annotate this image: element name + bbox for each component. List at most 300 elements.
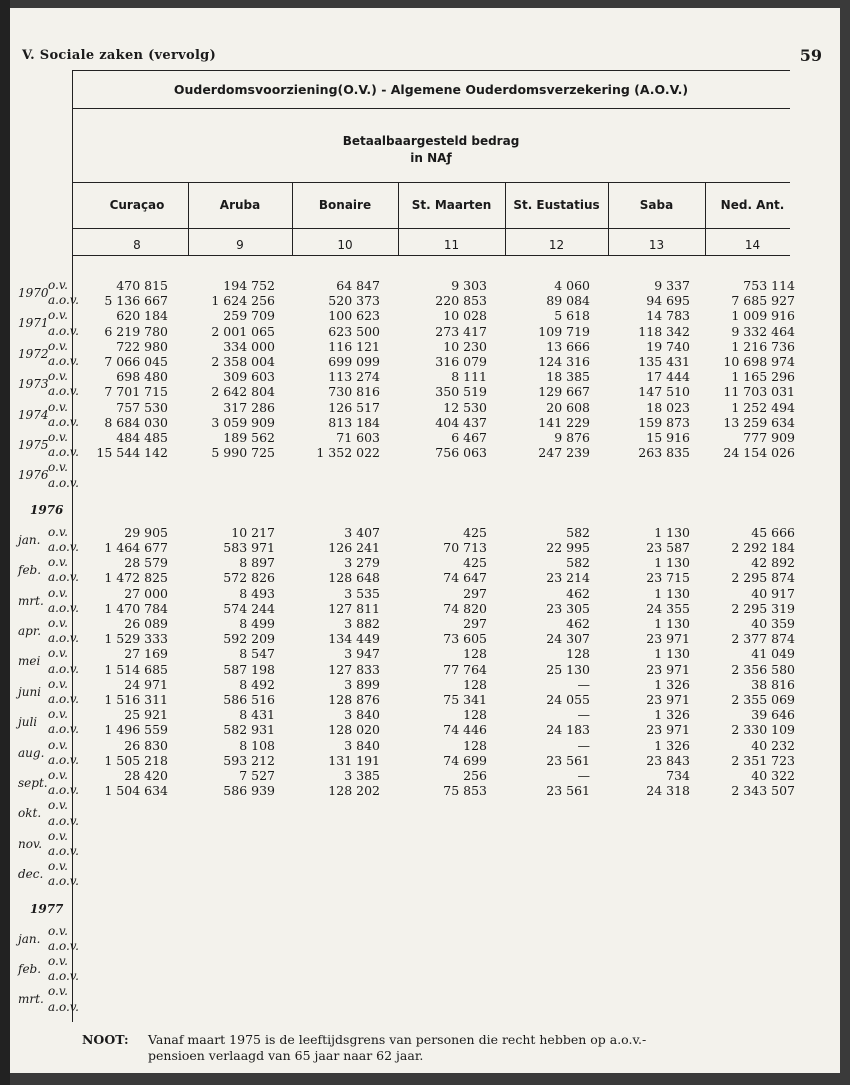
table-cell: 7 685 927 <box>731 293 795 309</box>
table-cell: 1 514 685 <box>104 661 168 677</box>
table-cell: 484 485 <box>116 430 168 445</box>
table-cell: 25 921 <box>124 707 168 723</box>
table-cell: 24 055 <box>546 692 590 707</box>
table-cell: 1 130 <box>654 646 690 662</box>
table-cell: 2 295 319 <box>731 600 795 616</box>
table-cell: 1 130 <box>654 616 690 631</box>
table-cell: 129 667 <box>538 384 590 400</box>
table-cell: 124 316 <box>538 354 590 369</box>
table-cell: 128 202 <box>328 783 380 799</box>
table-cell: 135 431 <box>638 354 690 369</box>
row-sublabel-aov: a.o.v. <box>48 293 79 308</box>
row-sublabel-aov: a.o.v. <box>48 323 79 338</box>
table-cell: 734 <box>666 768 690 783</box>
table-cell: 699 099 <box>328 354 380 369</box>
row-label: nov. <box>18 836 43 851</box>
table-cell: 2 295 874 <box>731 570 795 586</box>
row-label: mrt. <box>18 992 44 1007</box>
table-cell: 42 892 <box>751 555 795 571</box>
row-label: 1973 <box>18 377 49 392</box>
table-cell: — <box>577 676 590 692</box>
table-cell: 128 <box>463 676 487 692</box>
row-sublabel-ov: o.v. <box>48 859 68 874</box>
table-cell: 1 516 311 <box>104 692 168 707</box>
table-cell: 730 816 <box>328 384 380 400</box>
row-label: jan. <box>18 532 41 547</box>
table-cell: 4 060 <box>554 278 590 293</box>
table-cell: 18 023 <box>646 399 690 415</box>
table-cell: 7 527 <box>239 768 275 783</box>
table-cell: 24 355 <box>646 600 690 616</box>
row-label: aug. <box>18 745 45 760</box>
row-sublabel-ov: o.v. <box>48 923 68 938</box>
table-cell: 3 059 909 <box>211 414 275 430</box>
column-header: Saba <box>639 198 674 212</box>
row-sublabel-aov: a.o.v. <box>48 354 79 368</box>
table-cell: 1 252 494 <box>731 399 795 415</box>
table-cell: 3 840 <box>344 707 380 723</box>
table-cell: 256 <box>463 768 487 783</box>
row-sublabel-ov: o.v. <box>48 798 68 813</box>
table-cell: 2 358 004 <box>211 354 275 369</box>
table-cell: 813 184 <box>328 414 380 430</box>
column-number: 13 <box>648 238 665 252</box>
column-header: Ned. Ant. <box>720 198 785 212</box>
table-cell: 9 876 <box>554 430 590 445</box>
table-cell: 40 232 <box>751 737 795 753</box>
table-cell: 3 407 <box>344 524 380 540</box>
table-cell: 2 343 507 <box>731 783 795 799</box>
row-sublabel-aov: a.o.v. <box>48 722 79 737</box>
table-cell: 74 446 <box>443 722 487 738</box>
table-cell: 334 000 <box>223 338 275 354</box>
column-header: Aruba <box>219 198 261 212</box>
column-header: St. Eustatius <box>513 198 600 212</box>
table-cell: 2 355 069 <box>731 692 795 707</box>
row-sublabel-aov: a.o.v. <box>48 570 79 585</box>
row-label: 1976 <box>18 468 49 483</box>
section-title: V. Sociale zaken (vervolg) <box>22 48 217 63</box>
table-cell: 128 <box>463 646 487 662</box>
table-cell: 13 666 <box>546 338 590 354</box>
row-sublabel-ov: o.v. <box>48 555 68 570</box>
table-cell: 8 499 <box>239 616 275 631</box>
section-year-1977: 1977 <box>30 901 64 916</box>
row-label: juli <box>18 715 38 730</box>
table-cell: 462 <box>566 616 590 631</box>
table-cell: 2 356 580 <box>731 661 795 677</box>
row-sublabel-ov: o.v. <box>48 308 68 323</box>
row-label: 1971 <box>18 316 49 331</box>
table-cell: 128 020 <box>328 722 380 738</box>
table-cell: 109 719 <box>538 323 590 339</box>
table-cell: 317 286 <box>223 399 275 415</box>
table-cell: 1 624 256 <box>211 293 275 309</box>
table-cell: 2 642 804 <box>211 384 275 400</box>
table-cell: 116 121 <box>328 338 380 354</box>
rule-colnum <box>72 255 790 256</box>
table-cell: 462 <box>566 585 590 601</box>
table-cell: 592 209 <box>223 631 275 647</box>
row-sublabel-aov: a.o.v. <box>48 938 79 953</box>
row-label: sept. <box>18 776 48 790</box>
table-cell: 3 899 <box>344 676 380 692</box>
table-cell: 5 618 <box>554 308 590 324</box>
table-cell: 8 684 030 <box>104 414 168 430</box>
table-cell: 75 341 <box>443 692 487 707</box>
table-cell: 9 303 <box>451 278 487 293</box>
rule-top <box>72 70 790 71</box>
row-sublabel-ov: o.v. <box>48 646 68 661</box>
table-cell: 263 835 <box>638 445 690 461</box>
row-label: mei <box>18 654 41 669</box>
row-sublabel-aov: a.o.v. <box>48 813 79 828</box>
row-sublabel-ov: o.v. <box>48 460 68 475</box>
table-cell: 27 169 <box>124 646 168 662</box>
row-sublabel-aov: a.o.v. <box>48 540 79 554</box>
table-cell: 126 517 <box>328 399 380 415</box>
table-cell: 297 <box>463 616 487 631</box>
table-cell: 247 239 <box>538 445 590 461</box>
row-sublabel-ov: o.v. <box>48 278 68 292</box>
table-cell: 6 219 780 <box>104 323 168 339</box>
table-cell: 582 <box>566 555 590 571</box>
subtitle-line2: in NAƒ <box>410 151 452 165</box>
table-cell: — <box>577 707 590 723</box>
table-cell: 159 873 <box>638 414 690 430</box>
row-sublabel-ov: o.v. <box>48 338 68 353</box>
footnote-label: NOOT: <box>82 1032 129 1047</box>
row-label: juni <box>18 684 42 699</box>
row-sublabel-ov: o.v. <box>48 369 68 384</box>
table-cell: 623 500 <box>328 323 380 339</box>
column-number: 8 <box>133 238 141 252</box>
table-cell: 70 713 <box>443 540 487 555</box>
table-cell: 128 <box>463 707 487 723</box>
row-label: feb. <box>18 563 42 578</box>
table-cell: 1 472 825 <box>104 570 168 586</box>
row-label: 1975 <box>18 438 49 452</box>
table-cell: 18 385 <box>546 369 590 385</box>
table-cell: 127 811 <box>328 600 380 616</box>
table-cell: 10 698 974 <box>723 354 795 369</box>
table-cell: 39 646 <box>751 707 795 723</box>
row-label: 1970 <box>18 286 49 300</box>
row-sublabel-ov: o.v. <box>48 984 68 999</box>
table-cell: 74 699 <box>443 752 487 768</box>
row-sublabel-ov: o.v. <box>48 954 68 968</box>
table-cell: 23 587 <box>646 540 690 555</box>
page-number: 59 <box>799 46 822 65</box>
table-main-title: Ouderdomsvoorziening(O.V.) - Algemene Ouderdomsverzekering (A.O.V.) <box>173 82 689 97</box>
table-cell: 574 244 <box>223 600 275 616</box>
row-label: mrt. <box>18 593 44 608</box>
column-header: Bonaire <box>318 198 372 212</box>
table-cell: 8 108 <box>239 737 275 753</box>
table-cell: 189 562 <box>223 430 275 445</box>
row-label: okt. <box>18 806 42 821</box>
table-cell: 38 816 <box>751 676 795 692</box>
table-cell: 147 510 <box>638 384 690 400</box>
table-cell: 40 322 <box>751 768 795 783</box>
table-cell: 100 623 <box>328 308 380 324</box>
table-cell: 25 130 <box>546 661 590 677</box>
table-cell: 1 326 <box>654 707 690 723</box>
table-cell: 220 853 <box>435 293 487 309</box>
table-cell: 10 028 <box>443 308 487 324</box>
table-cell: 8 492 <box>239 676 275 692</box>
table-cell: 722 980 <box>116 338 168 354</box>
table-cell: 10 217 <box>231 524 275 540</box>
table-cell: 134 449 <box>328 631 380 647</box>
table-cell: 586 939 <box>223 783 275 799</box>
table-cell: 24 183 <box>546 722 590 738</box>
rule-colhead <box>72 228 790 229</box>
table-cell: 1 216 736 <box>731 338 795 354</box>
column-header: Curaçao <box>109 198 165 212</box>
table-cell: 1 009 916 <box>731 308 795 324</box>
table-cell: 23 843 <box>646 752 690 768</box>
table-cell: 9 337 <box>654 278 690 293</box>
table-cell: 74 820 <box>443 600 487 616</box>
table-cell: 19 740 <box>646 338 690 354</box>
column-number: 9 <box>236 238 244 252</box>
row-sublabel-ov: o.v. <box>48 430 68 444</box>
table-cell: 194 752 <box>223 278 275 293</box>
table-cell: 13 259 634 <box>723 414 795 430</box>
table-cell: 620 184 <box>116 308 168 324</box>
footnote-line1: Vanaf maart 1975 is de leeftijdsgrens van personen die recht hebben op a.o.v.- <box>148 1032 647 1047</box>
table-cell: 309 603 <box>223 369 275 385</box>
table-cell: 22 995 <box>546 540 590 555</box>
table-cell: 3 535 <box>344 585 380 601</box>
table-cell: 131 191 <box>328 752 380 768</box>
row-sublabel-aov: a.o.v. <box>48 414 79 429</box>
table-cell: 3 840 <box>344 737 380 753</box>
table-cell: — <box>577 737 590 753</box>
table-cell: 753 114 <box>743 278 795 293</box>
table-cell: 1 326 <box>654 676 690 692</box>
table-cell: 586 516 <box>223 692 275 707</box>
table-cell: 1 326 <box>654 737 690 753</box>
table-cell: 572 826 <box>223 570 275 586</box>
table-cell: 1 504 634 <box>104 783 168 799</box>
table-cell: 89 084 <box>546 293 590 309</box>
table-cell: 24 318 <box>646 783 690 799</box>
row-sublabel-ov: o.v. <box>48 399 68 414</box>
row-sublabel-aov: a.o.v. <box>48 631 79 646</box>
table-cell: 71 603 <box>336 430 380 445</box>
table-cell: 24 154 026 <box>723 445 795 461</box>
row-sublabel-ov: o.v. <box>48 768 68 782</box>
table-cell: 2 351 723 <box>731 752 795 768</box>
table-cell: 45 666 <box>751 524 795 540</box>
table-cell: 24 971 <box>124 676 168 692</box>
table-cell: 7 701 715 <box>104 384 168 400</box>
row-sublabel-ov: o.v. <box>48 524 68 539</box>
table-cell: 273 417 <box>435 323 487 339</box>
table-cell: 23 971 <box>646 631 690 647</box>
table-cell: 757 530 <box>116 399 168 415</box>
table-cell: 23 971 <box>646 661 690 677</box>
row-sublabel-ov: o.v. <box>48 616 68 630</box>
table-cell: 259 709 <box>223 308 275 324</box>
column-number: 14 <box>744 238 761 252</box>
table-cell: 141 229 <box>538 414 590 430</box>
table-cell: 9 332 464 <box>731 323 795 339</box>
row-sublabel-aov: a.o.v. <box>48 783 79 798</box>
row-label: apr. <box>18 624 42 638</box>
table-cell: 8 431 <box>239 707 275 723</box>
table-cell: 470 815 <box>116 278 168 293</box>
row-label: feb. <box>18 962 42 976</box>
table-cell: 40 917 <box>751 585 795 601</box>
table-cell: 404 437 <box>435 414 487 430</box>
row-sublabel-ov: o.v. <box>48 676 68 691</box>
table-cell: 40 359 <box>751 616 795 631</box>
column-number: 12 <box>548 238 565 252</box>
table-cell: 297 <box>463 585 487 601</box>
row-sublabel-aov: a.o.v. <box>48 475 79 490</box>
table-cell: 6 467 <box>451 430 487 445</box>
table-cell: 128 648 <box>328 570 380 586</box>
table-cell: 1 496 559 <box>104 722 168 738</box>
book-spine <box>0 0 10 1085</box>
row-sublabel-aov: a.o.v. <box>48 661 79 676</box>
column-number: 10 <box>337 238 353 252</box>
row-sublabel-aov: a.o.v. <box>48 384 79 399</box>
row-sublabel-aov: a.o.v. <box>48 752 79 767</box>
table-cell: 425 <box>463 524 487 540</box>
footnote-text <box>148 1032 748 1064</box>
table-cell: 1 130 <box>654 524 690 540</box>
table-cell: 128 <box>463 737 487 753</box>
table-cell: 11 703 031 <box>723 384 795 400</box>
table-cell: 64 847 <box>336 278 380 293</box>
row-sublabel-aov: a.o.v. <box>48 844 79 858</box>
table-cell: 8 111 <box>451 369 487 385</box>
section-year-1976: 1976 <box>30 502 64 517</box>
table-cell: 15 916 <box>646 430 690 445</box>
table-cell: 756 063 <box>435 445 487 461</box>
table-cell: 28 420 <box>124 768 168 783</box>
table-cell: 75 853 <box>443 783 487 799</box>
table-cell: 26 830 <box>124 737 168 753</box>
row-sublabel-ov: o.v. <box>48 585 68 600</box>
table-cell: 582 <box>566 524 590 540</box>
table-cell: 28 579 <box>124 555 168 571</box>
row-label: dec. <box>18 867 44 882</box>
table-cell: 24 307 <box>546 631 590 647</box>
row-sublabel-ov: o.v. <box>48 828 68 843</box>
table-cell: 8 493 <box>239 585 275 601</box>
table-cell: 1 130 <box>654 555 690 571</box>
table-cell: 520 373 <box>328 293 380 309</box>
row-sublabel-aov: a.o.v. <box>48 874 79 889</box>
table-cell: 1 464 677 <box>104 540 168 555</box>
table-cell: 128 876 <box>328 692 380 707</box>
table-cell: 350 519 <box>435 384 487 400</box>
table-cell: 126 241 <box>328 540 380 555</box>
row-label: 1972 <box>18 346 49 361</box>
rule-subtitle <box>72 182 790 183</box>
table-cell: 698 480 <box>116 369 168 385</box>
table-cell: 8 547 <box>239 646 275 662</box>
table-cell: 23 305 <box>546 600 590 616</box>
table-cell: 27 000 <box>124 585 168 601</box>
table-cell: 20 608 <box>546 399 590 415</box>
table-subtitle <box>72 133 790 167</box>
row-sublabel-aov: a.o.v. <box>48 692 79 706</box>
rule-title <box>72 108 790 109</box>
column-header: St. Maarten <box>411 198 492 212</box>
table-cell: 23 971 <box>646 692 690 707</box>
table-cell: 17 444 <box>646 369 690 385</box>
table-cell: 582 931 <box>223 722 275 738</box>
row-sublabel-ov: o.v. <box>48 737 68 752</box>
table-cell: 8 897 <box>239 555 275 571</box>
table-cell: 2 001 065 <box>211 323 275 339</box>
subtitle-line1: Betaalbaargesteld bedrag <box>342 134 520 148</box>
row-sublabel-aov: a.o.v. <box>48 969 79 984</box>
table-cell: 1 352 022 <box>316 445 380 461</box>
row-label: jan. <box>18 931 41 946</box>
table-cell: 2 292 184 <box>731 540 795 555</box>
table-cell: 26 089 <box>124 616 168 631</box>
table-cell: 23 214 <box>546 570 590 586</box>
table-cell: 23 715 <box>646 570 690 586</box>
table-cell: 23 971 <box>646 722 690 738</box>
table-cell: 5 990 725 <box>211 445 275 461</box>
table-cell: 3 385 <box>344 768 380 783</box>
row-sublabel-ov: o.v. <box>48 707 68 722</box>
table-cell: 118 342 <box>638 323 690 339</box>
table-cell: 3 279 <box>344 555 380 571</box>
table-cell: 41 049 <box>751 646 795 662</box>
row-sublabel-aov: a.o.v. <box>48 600 79 615</box>
table-cell: 73 605 <box>443 631 487 647</box>
table-cell: 12 530 <box>443 399 487 415</box>
table-cell: 583 971 <box>223 540 275 555</box>
table-cell: 3 882 <box>344 616 380 631</box>
table-cell: 1 130 <box>654 585 690 601</box>
table-cell: 593 212 <box>223 752 275 768</box>
row-sublabel-aov: a.o.v. <box>48 445 79 460</box>
table-cell: 1 529 333 <box>104 631 168 647</box>
table-cell: 94 695 <box>646 293 690 309</box>
table-cell: 316 079 <box>435 354 487 369</box>
table-cell: 1 470 784 <box>104 600 168 616</box>
table-cell: 23 561 <box>546 752 590 768</box>
table-cell: 74 647 <box>443 570 487 586</box>
table-cell: 113 274 <box>328 369 380 385</box>
table-cell: — <box>577 768 590 783</box>
table-cell: 29 905 <box>124 524 168 540</box>
table-cell: 3 947 <box>344 646 380 662</box>
table-cell: 777 909 <box>743 430 795 445</box>
row-sublabel-aov: a.o.v. <box>48 999 79 1014</box>
table-cell: 1 165 296 <box>731 369 795 385</box>
table-cell: 127 833 <box>328 661 380 677</box>
table-cell: 587 198 <box>223 661 275 677</box>
table-cell: 15 544 142 <box>96 445 168 461</box>
table-cell: 77 764 <box>443 661 487 677</box>
table-cell: 2 377 874 <box>731 631 795 647</box>
column-number: 11 <box>443 238 460 252</box>
table-cell: 7 066 045 <box>104 354 168 369</box>
row-label: 1974 <box>18 407 49 422</box>
table-cell: 128 <box>566 646 590 662</box>
